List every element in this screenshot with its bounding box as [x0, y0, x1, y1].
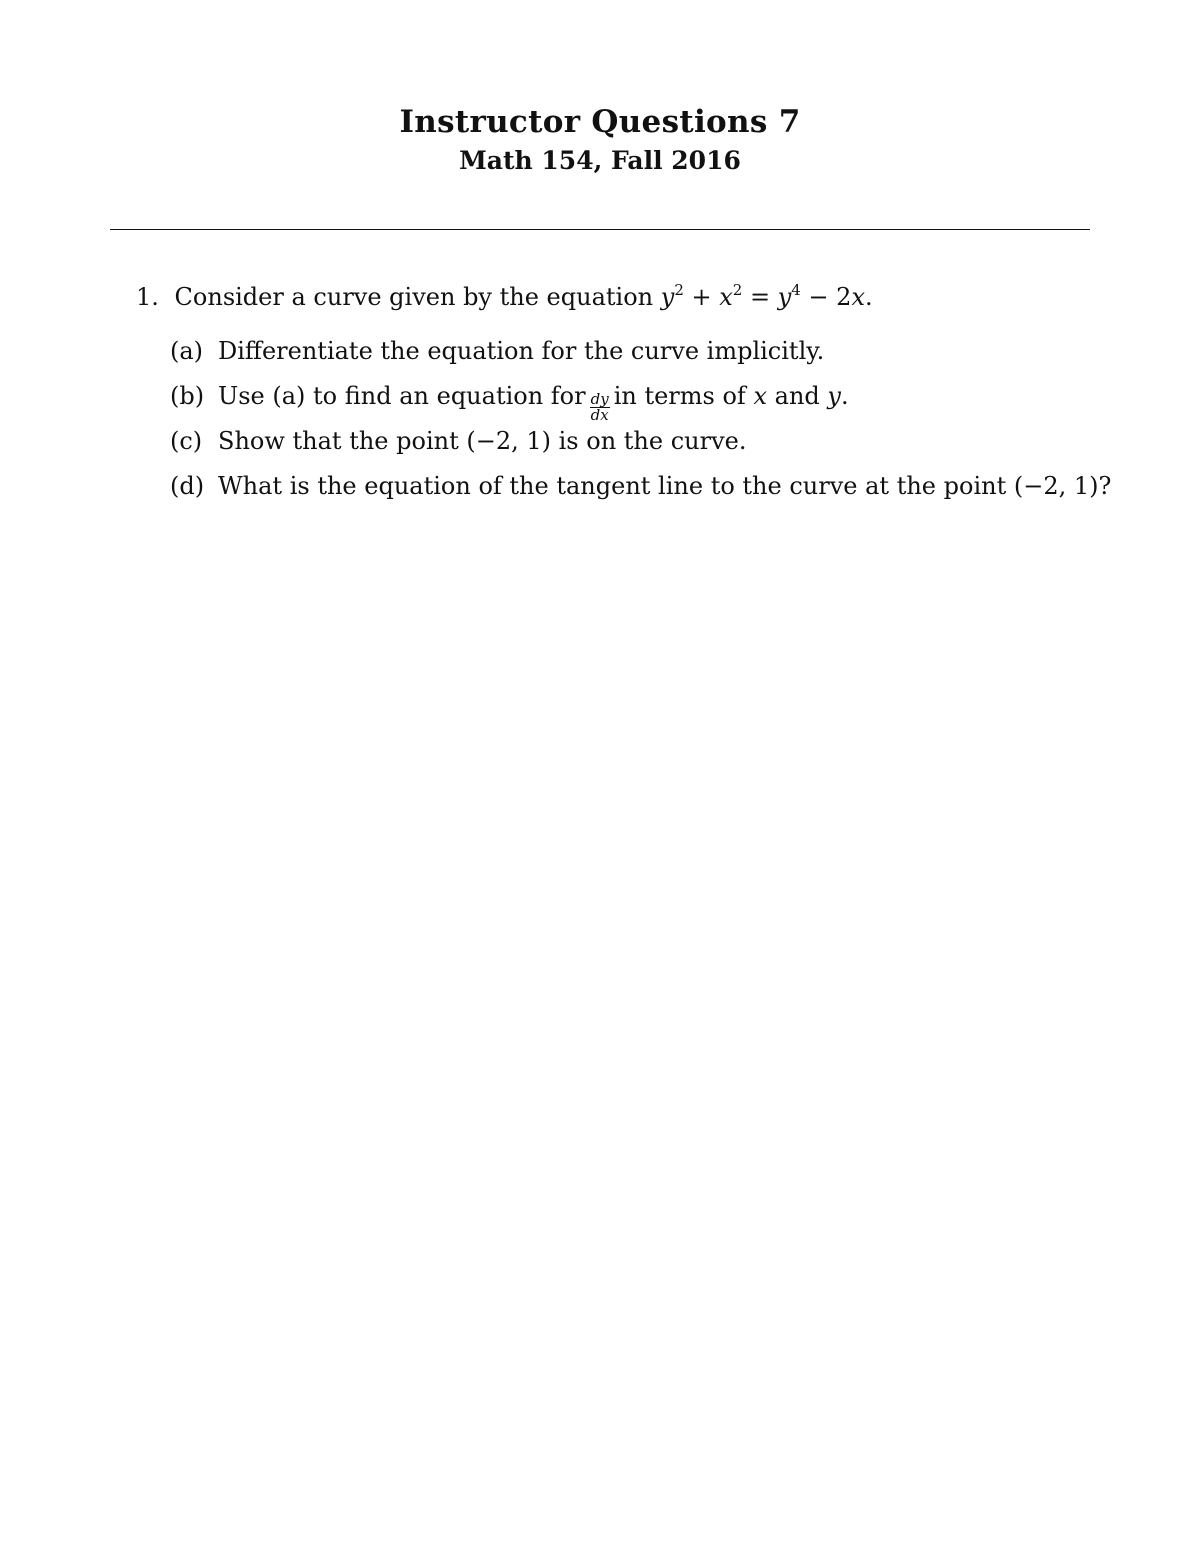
part-a-text: Differentiate the equation for the curve implicitly. [218, 337, 825, 365]
part-d-label: (d) [170, 472, 205, 500]
question-number: 1. [136, 283, 159, 311]
part-b-text-end: . [840, 382, 849, 410]
part-c-label: (c) [170, 427, 203, 455]
fraction-numerator: dy [590, 390, 609, 408]
part-d [170, 469, 1111, 514]
part-b-text-and: and [774, 382, 820, 410]
dy-dx-fraction [590, 392, 610, 423]
part-b-label: (b) [170, 382, 205, 410]
part-b-text-before: Use (a) to find an equation for [218, 382, 586, 410]
part-c [170, 424, 1111, 469]
part-a [170, 334, 1111, 379]
part-a-label: (a) [170, 337, 204, 365]
header-divider [110, 229, 1090, 230]
page-subtitle: Math 154, Fall 2016 [459, 146, 741, 175]
page-title: Instructor Questions 7 [399, 104, 801, 140]
part-d-text: What is the equation of the tangent line to the curve at the point (−2, 1)? [218, 472, 1112, 500]
part-b [170, 379, 1111, 424]
question-equation: $y^2 + x^2 = y^4 - 2x$. [660, 281, 873, 311]
var-x: x [753, 382, 767, 410]
var-y: y [827, 382, 841, 410]
part-b-text-mid: in terms of [613, 382, 746, 410]
fraction-denominator: dx [590, 406, 609, 424]
question-1 [136, 280, 873, 314]
part-c-text: Show that the point (−2, 1) is on the curve. [218, 427, 747, 455]
question-text: Consider a curve given by the equation [174, 283, 654, 311]
question-parts [170, 334, 1111, 514]
